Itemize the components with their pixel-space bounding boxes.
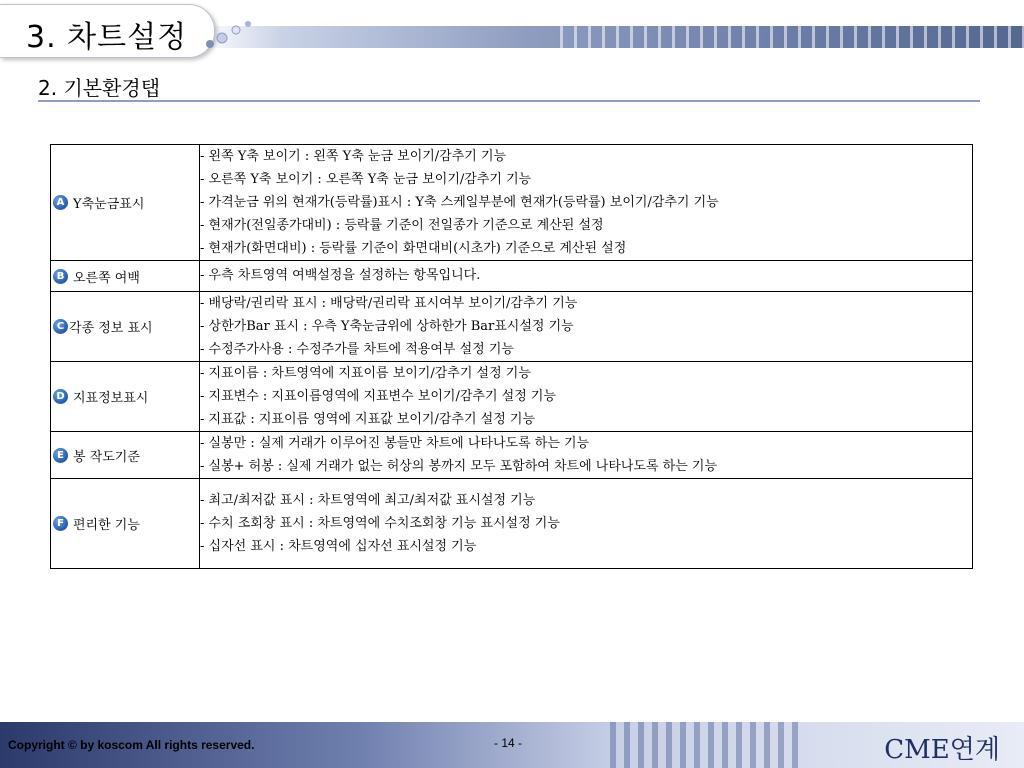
- footer-stripes: [610, 722, 800, 768]
- badge-e-icon: E: [53, 448, 68, 463]
- row-description-cell: [200, 292, 973, 362]
- badge-d-icon: D: [53, 389, 68, 404]
- description-line: - 최고/최저값 표시 : 차트영역에 최고/최저값 표시설정 기능: [200, 493, 536, 508]
- title-bar: [0, 0, 1024, 62]
- description-line: - 상한가Bar 표시 : 우측 Y축눈금위에 상하한가 Bar표시설정 기능: [200, 319, 574, 334]
- description-line: - 지표이름 : 차트영역에 지표이름 보이기/감추기 설정 기능: [200, 366, 531, 381]
- section-divider: [38, 100, 980, 102]
- badge-a-icon: A: [53, 195, 68, 210]
- table-row: [51, 261, 973, 292]
- row-label: 편리한 기능: [73, 518, 140, 533]
- settings-description-table: [50, 144, 973, 569]
- table-row: [51, 479, 973, 569]
- brand-logo-text: CME연계: [884, 735, 1000, 765]
- row-description-cell: [200, 432, 973, 479]
- table-row: [51, 292, 973, 362]
- row-description-cell: [200, 145, 973, 261]
- footer-bar: [0, 722, 1024, 768]
- row-label: 오른쪽 여백: [73, 270, 140, 286]
- badge-f-icon: F: [53, 516, 68, 531]
- decorative-dots-icon: [200, 14, 260, 50]
- page-number: - 14 -: [494, 736, 523, 750]
- row-description-cell: [200, 479, 973, 569]
- row-label-cell: [51, 479, 200, 569]
- description-line: - 지표변수 : 지표이름영역에 지표변수 보이기/감추기 설정 기능: [200, 389, 557, 404]
- copyright-text: Copyright © by koscom All rights reserved.: [8, 738, 255, 752]
- badge-b-icon: B: [53, 269, 68, 284]
- row-label: 각종 정보 표시: [69, 321, 153, 336]
- header-stripes: [560, 26, 1024, 48]
- description-line: - 왼쪽 Y축 보이기 : 왼쪽 Y축 눈금 보이기/감추기 기능: [200, 149, 507, 164]
- row-label: 지표정보표시: [73, 391, 149, 406]
- section-title: 2. 기본환경탭: [38, 76, 161, 100]
- description-line: - 우측 차트영역 여백설정을 설정하는 항목입니다.: [200, 268, 481, 283]
- row-label-cell: [51, 261, 200, 292]
- description-line: - 실봉만 : 실제 거래가 이루어진 봉들만 차트에 나타나도록 하는 기능: [200, 436, 590, 451]
- description-line: - 배당락/권리락 표시 : 배당락/권리락 표시여부 보이기/감추기 기능: [200, 296, 578, 311]
- badge-c-icon: C: [53, 319, 68, 334]
- description-line: - 현재가(화면대비) : 등락률 기준이 화면대비(시초가) 기준으로 계산된 설정: [200, 241, 627, 256]
- row-description-cell: [200, 261, 973, 292]
- description-line: - 현재가(전일종가대비) : 등락률 기준이 전일종가 기준으로 계산된 설정: [200, 218, 604, 233]
- table-row: [51, 432, 973, 479]
- description-line: - 십자선 표시 : 차트영역에 십자선 표시설정 기능: [200, 539, 477, 554]
- description-line: - 실봉+ 허봉 : 실제 거래가 없는 허상의 봉까지 모두 포함하여 차트에 나타나도록 하는 기능: [200, 459, 718, 474]
- description-line: - 가격눈금 위의 현재가(등락률)표시 : Y축 스케일부분에 현재가(등락률) 보이기/감추기 기능: [200, 195, 719, 210]
- row-label-cell: [51, 145, 200, 261]
- row-label-cell: [51, 432, 200, 479]
- description-line: - 오른쪽 Y축 보이기 : 오른쪽 Y축 눈금 보이기/감추기 기능: [200, 172, 532, 187]
- description-line: - 수정주가사용 : 수정주가를 차트에 적용여부 설정 기능: [200, 342, 514, 357]
- description-line: - 지표값 : 지표이름 영역에 지표값 보이기/감추기 설정 기능: [200, 412, 536, 427]
- row-label: Y축눈금표시: [73, 197, 145, 212]
- table-row: [51, 362, 973, 432]
- page-title: 3. 차트설정: [26, 20, 188, 55]
- row-label-cell: [51, 362, 200, 432]
- row-label-cell: [51, 292, 200, 362]
- row-label: 봉 작도기준: [73, 449, 140, 465]
- description-line: - 수치 조회창 표시 : 차트영역에 수치조회창 기능 표시설정 기능: [200, 516, 560, 531]
- row-description-cell: [200, 362, 973, 432]
- table-row: [51, 145, 973, 261]
